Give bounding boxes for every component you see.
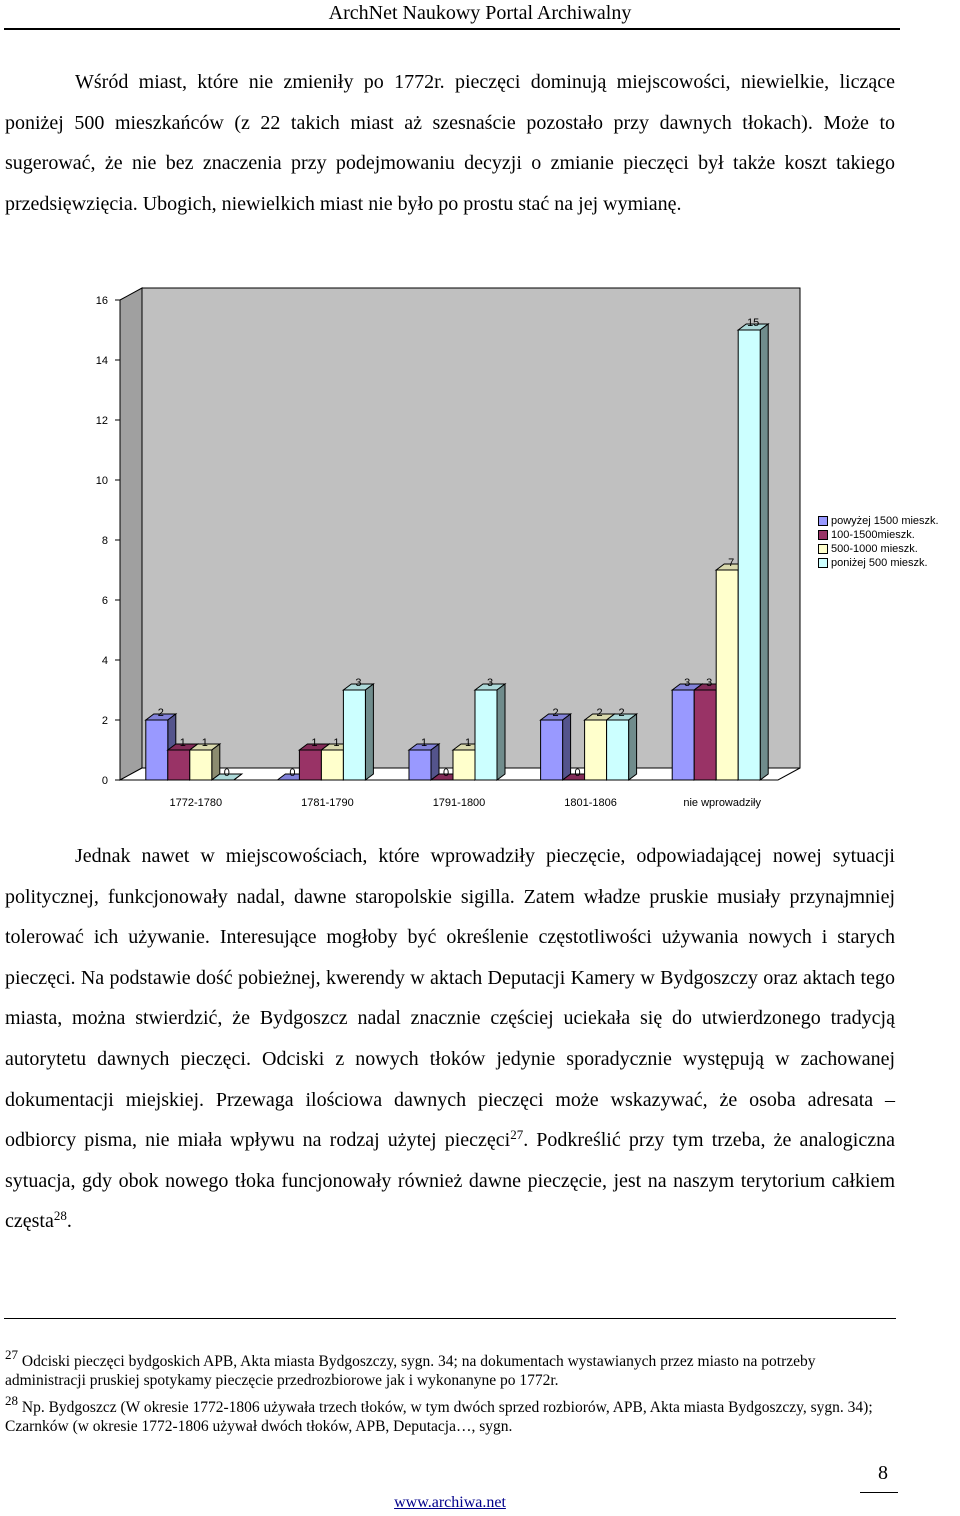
legend-item bbox=[818, 542, 939, 556]
bar-front-face bbox=[716, 570, 738, 780]
y-tick-label: 4 bbox=[101, 655, 108, 667]
data-label: 1 bbox=[201, 737, 208, 749]
legend-swatch bbox=[818, 558, 828, 568]
bar bbox=[475, 684, 505, 780]
bar-front-face bbox=[475, 690, 497, 780]
paragraph-main-text-2: . Podkreślić przy tym trzeba, że analogiczna sytuacja, gdy obok nowego tłoka funcjonowały również dawne pieczęcie, jest na naszym terytorium całkiem częsta bbox=[5, 1129, 895, 1233]
bar-front-face bbox=[694, 690, 716, 780]
legend-label: poniżej 500 mieszk. bbox=[831, 557, 928, 569]
y-tick-label: 0 bbox=[101, 775, 108, 787]
data-label: 2 bbox=[618, 707, 625, 719]
bar-front-face bbox=[453, 750, 475, 780]
data-label: 1 bbox=[179, 737, 186, 749]
data-label: 0 bbox=[223, 767, 230, 779]
data-label: 0 bbox=[289, 767, 296, 779]
y-tick-label: 10 bbox=[95, 475, 108, 487]
legend-item bbox=[818, 514, 939, 528]
bar-front-face bbox=[607, 720, 629, 780]
bar-chart bbox=[0, 270, 960, 830]
bar bbox=[409, 744, 439, 780]
category-label: 1781-1790 bbox=[301, 797, 354, 809]
paragraph-intro-text: Wśród miast, które nie zmieniły po 1772r. pieczęci dominują miejscowości, niewielkie, liczące poniżej 500 mieszkańców (z 22 takich miast aż szesnaście pozostało przy dawnych tłokach). Może to sugerować, że nie bez znaczenia przy podejmowaniu decyzji o zmianie pieczęci był także koszt takiego przedsięwzięcia. Ubogich, niewielkich miast nie było po prostu stać na jej wymianę. bbox=[5, 71, 895, 215]
legend-item bbox=[818, 528, 939, 542]
y-tick-label: 16 bbox=[95, 295, 108, 307]
category-label: 1791-1800 bbox=[432, 797, 486, 809]
data-label: 3 bbox=[706, 677, 713, 689]
data-label: 15 bbox=[747, 317, 760, 329]
bar bbox=[738, 324, 768, 780]
data-label: 3 bbox=[684, 677, 691, 689]
data-label: 1 bbox=[311, 737, 318, 749]
y-tick-label: 12 bbox=[95, 415, 108, 427]
y-tick-label: 6 bbox=[101, 595, 108, 607]
bar-front-face bbox=[321, 750, 343, 780]
bar-front-face bbox=[299, 750, 321, 780]
y-tick-label: 2 bbox=[101, 715, 108, 727]
data-label: 1 bbox=[464, 737, 472, 749]
page-header: ArchNet Naukowy Portal Archiwalny bbox=[328, 2, 632, 24]
footnote-number: 28 bbox=[5, 1393, 18, 1408]
data-label: 3 bbox=[355, 677, 362, 689]
bar-side-face bbox=[365, 684, 373, 780]
legend-swatch bbox=[818, 544, 828, 554]
data-label: 3 bbox=[486, 677, 494, 689]
bar-side-face bbox=[497, 684, 505, 780]
legend-swatch bbox=[818, 530, 828, 540]
bar-side-face bbox=[760, 324, 768, 780]
category-label: 1801-1806 bbox=[564, 797, 617, 809]
bar-front-face bbox=[190, 750, 212, 780]
bar bbox=[190, 744, 220, 780]
bar bbox=[541, 714, 571, 780]
footnote-ref-28[interactable]: 28 bbox=[53, 1208, 67, 1224]
y-tick-label: 8 bbox=[101, 535, 108, 547]
footnote-text: Odciski pieczęci bydgoskich APB, Akta miasta Bydgoszczy, sygn. 34; na dokumentach wystawianych przez miasto na potrzeby administracji pruskiej spotykamy pieczęcie przedrozbiorowe jak i wykonanyne po 1772r. bbox=[5, 1353, 816, 1389]
category-label: 1772-1780 bbox=[169, 797, 223, 809]
data-label: 2 bbox=[552, 707, 559, 719]
data-label: 0 bbox=[574, 767, 581, 779]
data-label: 2 bbox=[157, 707, 164, 719]
bar-side-face bbox=[629, 714, 637, 780]
paragraph-intro bbox=[5, 62, 895, 224]
legend-swatch bbox=[818, 516, 828, 526]
data-label: 0 bbox=[442, 767, 450, 779]
paragraph-main bbox=[5, 836, 895, 1242]
y-tick-label: 14 bbox=[95, 355, 108, 367]
bar-front-face bbox=[146, 720, 168, 780]
legend-label: 100-1500mieszk. bbox=[831, 529, 915, 541]
bar-front-face bbox=[738, 330, 760, 780]
legend-label: 500-1000 mieszk. bbox=[831, 543, 918, 555]
footnote-text: Np. Bydgoszcz (W okresie 1772-1806 używała trzech tłoków, w tym dwóch sprzed rozbiorów, APB, Akta miasta Bydgoszczy, sygn. 34); Czarnków (w okresie 1772-1806 używał dwóch tłoków, APB, Deputacja…, sygn. bbox=[5, 1399, 873, 1435]
paragraph-main-text-3: . bbox=[66, 1210, 72, 1233]
footnote-28 bbox=[5, 1393, 897, 1436]
data-label: 2 bbox=[596, 707, 603, 719]
page-number: 8 bbox=[878, 1462, 888, 1484]
bar-front-face bbox=[585, 720, 607, 780]
chart-side-wall bbox=[120, 288, 142, 780]
bar-front-face bbox=[343, 690, 365, 780]
bar-front-face bbox=[672, 690, 694, 780]
bar bbox=[607, 714, 637, 780]
bar-front-face bbox=[168, 750, 190, 780]
header-divider bbox=[4, 28, 900, 30]
page-number-rule bbox=[860, 1492, 898, 1493]
legend-item bbox=[818, 556, 939, 570]
bar-front-face bbox=[409, 750, 431, 780]
bar-front-face bbox=[541, 720, 563, 780]
legend-label: powyżej 1500 mieszk. bbox=[831, 515, 939, 527]
category-label: nie wprowadziły bbox=[683, 797, 762, 809]
footnote-divider bbox=[4, 1318, 896, 1319]
footnote-ref-27[interactable]: 27 bbox=[510, 1127, 524, 1143]
footnote-27 bbox=[5, 1347, 897, 1390]
paragraph-main-text-1: Jednak nawet w miejscowościach, które wprowadziły pieczęcie, odpowiadającej nowej sytuacji politycznej, funkcjonowały nadal, dawne staropolskie sigilla. Zatem władze pruskie musiały przynajmniej tolerować ich używanie. Interesujące mogłoby być określenie częstotliwości używania nowych i starych pieczęci. Na podstawie dość pobieżnej, kwerendy w aktach Deputacji Kamery w Bydgoszczy oraz aktach tego miasta, można stwierdzić, że Bydgoszcz nadal znacznie częściej uciekała się do utwierdzonego tradycją autorytetu dawnych pieczęci. Odciski z nowych tłoków jedynie sporadycznie występują w zachowanej dokumentacji miejskiej. Przewaga ilościowa dawnych pieczęci może wskazywać, że osoba adresata – odbiorcy pisma, nie miała wpływu na rodzaj użytej pieczęci bbox=[5, 845, 895, 1152]
data-label: 1 bbox=[420, 737, 428, 749]
chart-legend bbox=[818, 514, 939, 570]
data-label: 7 bbox=[728, 557, 735, 569]
bar bbox=[343, 684, 373, 780]
footnote-number: 27 bbox=[5, 1347, 18, 1362]
data-label: 1 bbox=[333, 737, 340, 749]
footer-website-link[interactable]: www.archiwa.net bbox=[394, 1494, 506, 1511]
bar-side-face bbox=[563, 714, 571, 780]
